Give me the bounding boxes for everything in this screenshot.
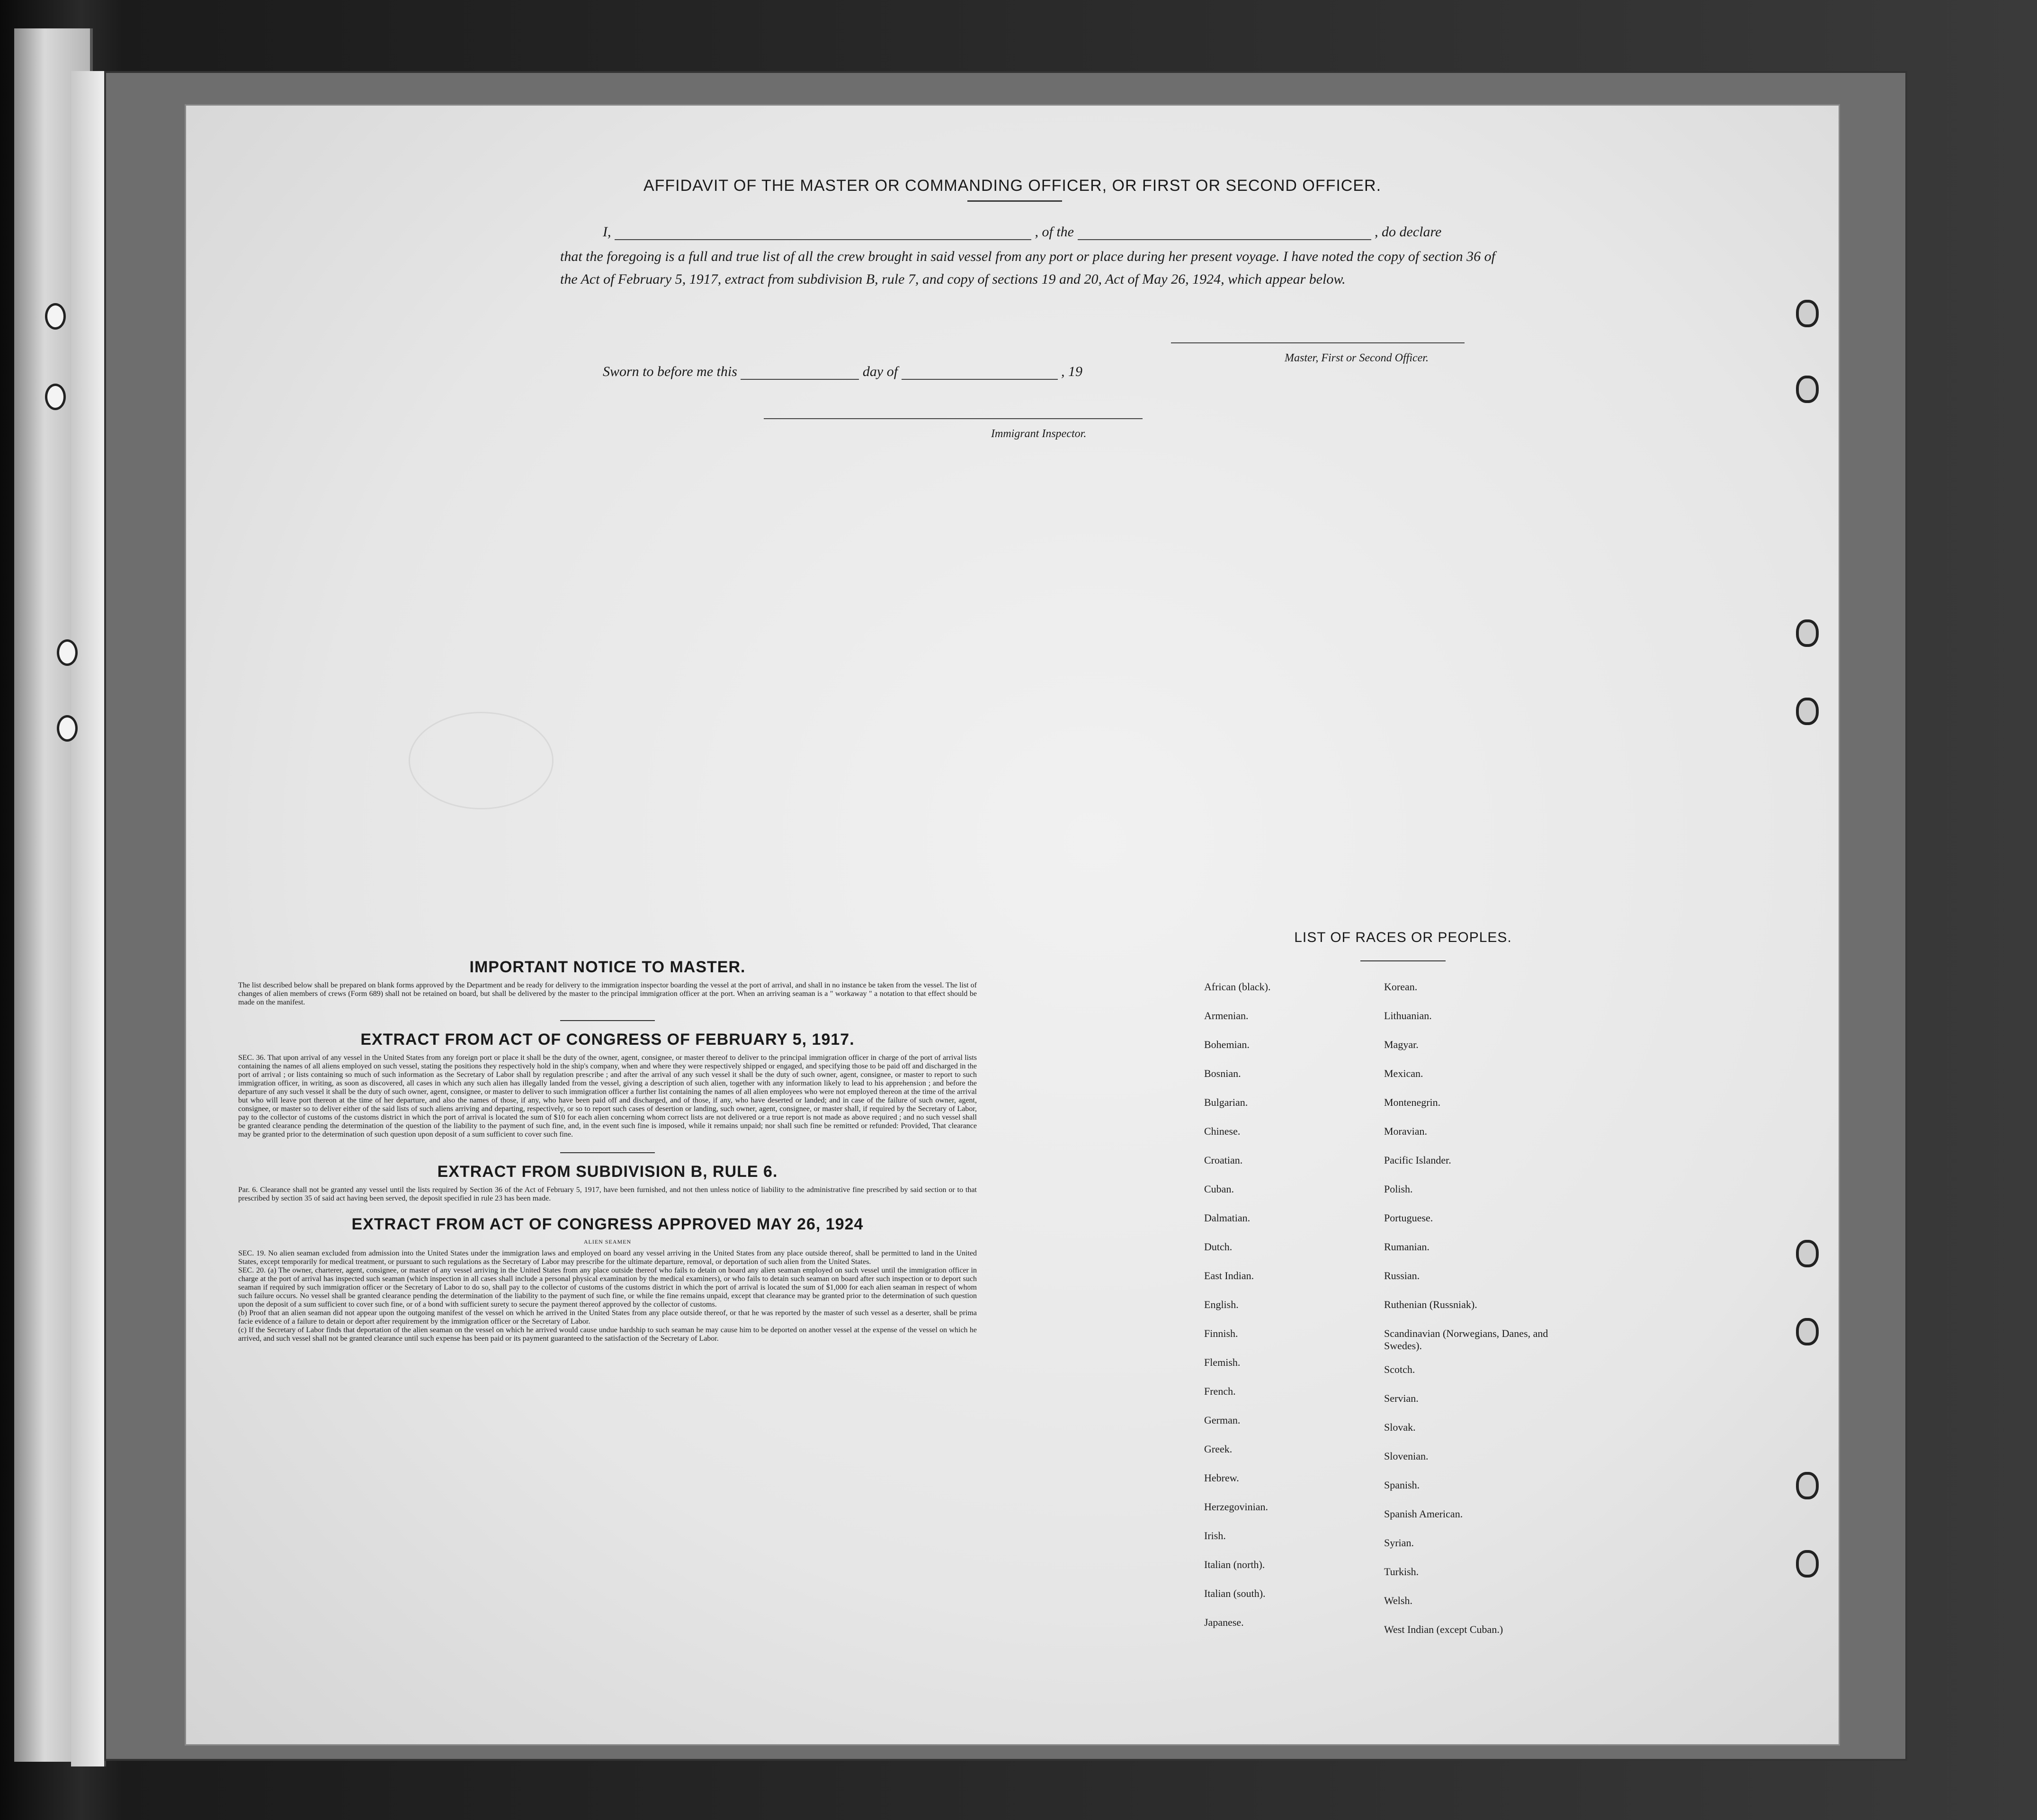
binder-hole <box>57 715 78 742</box>
punch-hole <box>1796 1318 1819 1345</box>
punch-hole <box>1796 1240 1819 1267</box>
race-left: Chinese. <box>1204 1125 1241 1137</box>
race-right: Spanish American. <box>1384 1508 1463 1520</box>
race-left: Herzegovinian. <box>1204 1501 1268 1513</box>
race-right: Scotch. <box>1384 1363 1415 1375</box>
race-right: Korean. <box>1384 981 1418 993</box>
race-left: Greek. <box>1204 1443 1233 1455</box>
vessel-blank <box>1078 239 1371 240</box>
sworn-prefix: Sworn to before me this <box>603 364 737 379</box>
race-left: Japanese. <box>1204 1616 1244 1628</box>
extract-rule6-text: Par. 6. Clearance shall not be granted any vessel until the lists required by Section 36 of the Act of February 5, 1917, have been furnished, and not then unless notice of liability to the administrative fine prescribed by said section or to that prescribed by section 35 of said act having been served, the deposit specified in rule 23 has been made. <box>238 1186 977 1202</box>
affidavit-do-declare: , do declare <box>1375 224 1442 240</box>
master-signature-line <box>1171 342 1465 343</box>
manifest-back-page <box>185 104 1840 1746</box>
affidavit-declaration-line <box>603 224 1441 240</box>
punch-hole <box>1796 619 1819 647</box>
affidavit-title: AFFIDAVIT OF THE MASTER OR COMMANDING OFFICER, OR FIRST OR SECOND OFFICER. <box>643 177 1382 195</box>
race-left: Italian (north). <box>1204 1559 1265 1570</box>
section-divider <box>560 1152 655 1153</box>
race-left: Dalmatian. <box>1204 1212 1251 1224</box>
races-title-rule <box>1360 960 1446 961</box>
extract-1917-title: EXTRACT FROM ACT OF CONGRESS OF FEBRUARY 5, 1917. <box>360 1031 855 1049</box>
race-right: Ruthenian (Russniak). <box>1384 1299 1477 1310</box>
sworn-year: , 19 <box>1061 364 1083 379</box>
race-left: French. <box>1204 1385 1236 1397</box>
race-right: Rumanian. <box>1384 1241 1429 1253</box>
race-right: Welsh. <box>1384 1595 1412 1606</box>
punch-hole <box>1796 376 1819 403</box>
section-divider <box>560 1020 655 1021</box>
binder-hole <box>45 384 66 410</box>
sworn-day-blank <box>741 379 859 380</box>
race-left: Cuban. <box>1204 1183 1234 1195</box>
race-right: Spanish. <box>1384 1479 1420 1491</box>
notice-text: The list described below shall be prepared on blank forms approved by the Department and be ready for delivery to the immigration inspector boarding the vessel at the port of arrival, and shall in no instance be taken from the vessel. The list of changes of alien members of crews (Form 689) shall not be retained on board, but shall be delivered by the master to the principal immigration officer at the port. When an arriving seaman is a " workaway " a notation to that effect should be made on the manifest. <box>238 981 977 1006</box>
master-caption: Master, First or Second Officer. <box>1285 352 1429 364</box>
race-left: Armenian. <box>1204 1010 1249 1022</box>
race-right: Portuguese. <box>1384 1212 1433 1224</box>
race-left: East Indian. <box>1204 1270 1254 1282</box>
binder-hole <box>57 639 78 666</box>
faded-stamp <box>409 712 554 809</box>
race-left: Bohemian. <box>1204 1039 1250 1050</box>
race-right: Montenegrin. <box>1384 1096 1441 1108</box>
affidavit-of-the: , of the <box>1035 224 1074 240</box>
inspector-caption: Immigrant Inspector. <box>991 428 1087 440</box>
extract-1917-text: SEC. 36. That upon arrival of any vessel in the United States from any foreign port or place it shall be the duty of the owner, agent, consignee, or master thereof to deliver to the principal immigration officer in charge of the port of arrival lists containing the names of all aliens employed on such vessel, stating the positions they respectively hold in the ship's company, when and where they were respectively shipped or engaged, and specifying those to be paid off and discharged in the port of arrival ; or lists containing so much of such information as the Secretary of Labor shall by regulation prescribe ; and after the arrival of any such vessel it shall be the duty of such owner, agent, consignee, or master to report to such immigration officer, in writing, as soon as discovered, all cases in which any such alien has illegally landed from the vessel, giving a description of such alien, together with any information likely to lead to his apprehension ; and before the departure of any such vessel it shall be the duty of such owner, agent, consignee, or master to deliver to such immigration officer a further list containing the names of all alien employees who were not employed thereon at the time of the arrival but who will leave port thereon at the time of her departure, and also the names of those, if any, who have been paid off and discharged, and of those, if any, who have deserted or landed; and in case of the failure of such owner, agent, consignee, or master so to deliver either of the said lists of such aliens arriving and departing, respectively, or so to report such cases of desertion or landing, such owner, agent, consignee, or master shall, if required by the Secretary of Labor, pay to the collector of customs of the customs district in which the port of arrival is located the sum of $10 for each alien concerning whom correct lists are not delivered or a true report is not made as above required ; and no such vessel shall be granted clearance pending the determination of the question of the liability to the payment of such fine, and, in the event such fine is imposed, while it remains unpaid; nor shall such fine be remitted or refunded: Provided, That clearance may be granted prior to the determination of such question upon deposit of a sum sufficient to cover such fine. <box>238 1054 977 1139</box>
races-title: LIST OF RACES OR PEOPLES. <box>1294 930 1512 945</box>
race-left: German. <box>1204 1414 1241 1426</box>
extract-1924-subtitle: ALIEN SEAMEN <box>583 1238 632 1245</box>
punch-hole <box>1796 1472 1819 1499</box>
race-right: Magyar. <box>1384 1039 1419 1050</box>
race-right: Syrian. <box>1384 1537 1414 1549</box>
race-right: Scandinavian (Norwegians, Danes, and Swedes). <box>1384 1327 1548 1352</box>
race-left: Irish. <box>1204 1530 1226 1542</box>
race-left: Flemish. <box>1204 1356 1241 1368</box>
punch-hole <box>1796 698 1819 725</box>
extract-1924-sec20a: SEC. 20. (a) The owner, charterer, agent, consignee, or master of any vessel arriving in the United States from any place outside thereof who fails to detain on board any alien seaman employed on such vessel until the immigration officer in charge at the port of arrival has inspected such seaman (which inspection in all cases shall include a personal physical examination by the medical examiners), or who fails to detain such seaman on board after such inspection or to deport such seaman if required by such immigration officer or the Secretary of Labor to do so, shall pay to the collector of customs of the customs district in which the port of arrival is located the sum of $1,000 for each alien seaman in respect of whom such failure occurs. No vessel shall be granted clearance pending the determination of the liability to the payment of such fine, or while the fine remains unpaid, except that clearance may be granted prior to the determination of such question upon the deposit of a sum sufficient to cover such fine, or of a bond with sufficient surety to secure the payment thereof approved by the collector of customs. <box>238 1266 977 1309</box>
race-right: West Indian (except Cuban.) <box>1384 1623 1503 1635</box>
sworn-month-blank <box>902 379 1058 380</box>
punch-hole <box>1796 300 1819 327</box>
extract-1924-sec20b: (b) Proof that an alien seaman did not appear upon the outgoing manifest of the vessel on which he arrived in the United States from any place outside thereof, or that he was reported by the master of such vessel as a deserter, shall be prima facie evidence of a failure to detain or deport after requirement by the immigration officer or the Secretary of Labor. <box>238 1309 977 1326</box>
race-right: Pacific Islander. <box>1384 1154 1451 1166</box>
race-right: Lithuanian. <box>1384 1010 1432 1022</box>
extract-rule6-title: EXTRACT FROM SUBDIVISION B, RULE 6. <box>437 1163 778 1181</box>
race-left: English. <box>1204 1299 1239 1310</box>
punch-hole <box>1796 1550 1819 1578</box>
race-right: Servian. <box>1384 1392 1419 1404</box>
name-blank <box>615 239 1031 240</box>
race-left: Finnish. <box>1204 1327 1238 1339</box>
title-rule <box>967 200 1062 202</box>
race-left: Bulgarian. <box>1204 1096 1248 1108</box>
race-right: Russian. <box>1384 1270 1420 1282</box>
extract-1924-sec20c: (c) If the Secretary of Labor finds that deportation of the alien seaman on the vessel on which he arrived would cause undue hardship to such seaman he may cause him to be deported on another vessel at the expense of the vessel on which he arrived, and such vessel shall not be granted clearance until such expense has been paid or its payment guaranteed to the satisfaction of the Secretary of Labor. <box>238 1326 977 1343</box>
race-left: African (black). <box>1204 981 1271 993</box>
race-left: Bosnian. <box>1204 1067 1241 1079</box>
race-right: Mexican. <box>1384 1067 1423 1079</box>
race-left: Croatian. <box>1204 1154 1243 1166</box>
race-left: Italian (south). <box>1204 1587 1266 1599</box>
race-left: Dutch. <box>1204 1241 1233 1253</box>
race-right: Turkish. <box>1384 1566 1419 1578</box>
race-left: Hebrew. <box>1204 1472 1239 1484</box>
legal-notices <box>238 958 977 1343</box>
binder-strip-inner <box>71 71 106 1766</box>
race-right: Slovak. <box>1384 1421 1416 1433</box>
binder-hole <box>45 303 66 330</box>
extract-1924-title: EXTRACT FROM ACT OF CONGRESS APPROVED MAY 26, 1924 <box>351 1215 864 1233</box>
extract-1924-sec19: SEC. 19. No alien seaman excluded from admission into the United States under the immigration laws and employed on board any vessel arriving in the United States from any place outside thereof, shall be permitted to land in the United States, except temporarily for medical treatment, or pursuant to such regulations as the Secretary of Labor may prescribe for the ultimate departure, removal, or deportation of such alien from the United States. <box>238 1249 977 1266</box>
sworn-day-of: day of <box>862 364 898 379</box>
affidavit-body: that the foregoing is a full and true list of all the crew brought in said vessel from any port or place during her present voyage. I have noted the copy of section 36 of the Act of February 5, 1917, extract from subdivision B, rule 7, and copy of sections 19 and 20, Act of May 26, 1924, which appear below. <box>560 249 1495 287</box>
race-right: Moravian. <box>1384 1125 1428 1137</box>
race-right: Slovenian. <box>1384 1450 1429 1462</box>
inspector-signature-line <box>764 418 1143 419</box>
notice-title: IMPORTANT NOTICE TO MASTER. <box>469 958 746 976</box>
sworn-line <box>603 364 1082 380</box>
affidavit-i: I, <box>603 224 611 240</box>
race-right: Polish. <box>1384 1183 1413 1195</box>
